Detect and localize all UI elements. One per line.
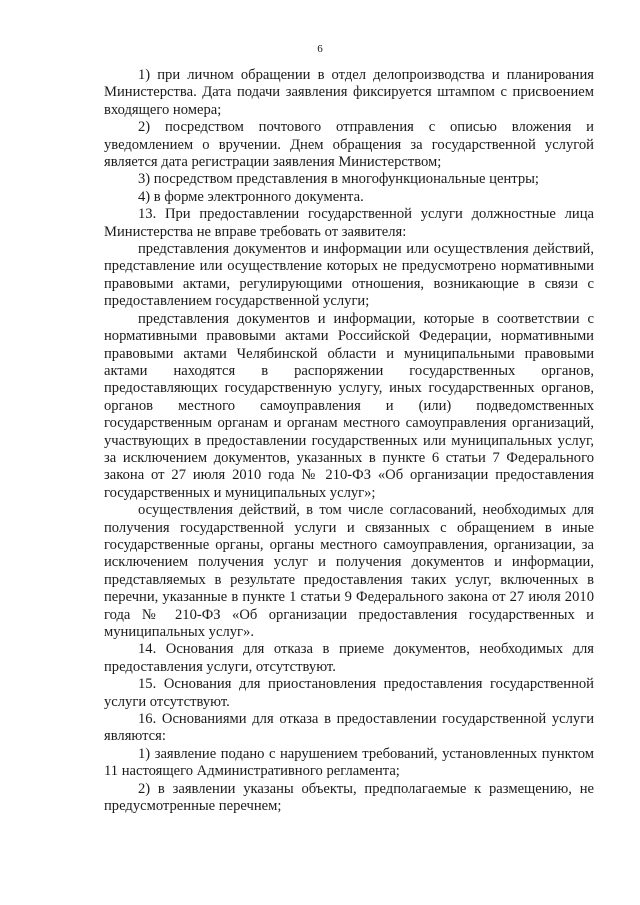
paragraph-item-1-personal-appeal: 1) при личном обращении в отдел делопроизводства и планирования Министерства. Дата подачи заявления фиксируется штампом с присвоением входящего номера; <box>104 67 594 118</box>
paragraph-not-required-approvals: осуществления действий, в том числе согласований, необходимых для получения государственной услуги и связанных с обращением в иные государственные органы, органы местного самоуправления, организации, за исключением получения услуг и получения документов и информации, представляемых в результате предоставления таких услуг, включенных в перечни, указанные в пункте 1 статьи 9 Федерального закона от 27 июля 2010 года № 210-ФЗ «Об организации предоставления государственных и муниципальных услуг». <box>104 502 594 640</box>
paragraph-item-3-mfc: 3) посредством представления в многофункциональные центры; <box>138 171 539 188</box>
paragraph-section-13: 13. При предоставлении государственной услуги должностные лица Министерства не вправе требовать от заявителя: <box>104 206 594 240</box>
paragraph-section-15: 15. Основания для приостановления предоставления государственной услуги отсутствуют. <box>104 676 594 710</box>
paragraph-refusal-item-1: 1) заявление подано с нарушением требований, установленных пунктом 11 настоящего Административного регламента; <box>104 745 594 780</box>
paragraph-section-16: 16. Основаниями для отказа в предоставлении государственной услуги являются: <box>104 711 594 745</box>
paragraph-item-4-electronic: 4) в форме электронного документа. <box>138 188 364 205</box>
paragraph-not-required-documents: представления документов и информации, которые в соответствии с нормативными правовыми актами Российской Федерации, нормативными правовыми актами Челябинской области и муниципальными правовыми актами находятся в распоряжении государственных органов, предоставляющих государственную услугу, иных государственных органов, органов местного самоуправления и (или) подведомственных государственным органам и органам местного самоуправления организаций, участвующих в предоставлении государственных или муниципальных услуг, за исключением документов, указанных в пункте 6 статьи 7 Федерального закона от 27 июля 2010 года № 210-ФЗ «Об организации предоставления государственных и муниципальных услуг»; <box>104 310 594 501</box>
paragraph-refusal-item-2: 2) в заявлении указаны объекты, предполагаемые к размещению, не предусмотренные перечнем; <box>104 780 594 815</box>
document-body <box>104 67 594 815</box>
paragraph-not-required-actions: представления документов и информации или осуществления действий, представление или осуществление которых не предусмотрено нормативными правовыми актами, регулирующими отношения, возникающие в связи с предоставлением государственной услуги; <box>104 241 594 310</box>
page-number: 6 <box>317 43 323 55</box>
paragraph-section-14: 14. Основания для отказа в приеме документов, необходимых для предоставления услуги, отсутствуют. <box>104 641 594 675</box>
paragraph-item-2-postal: 2) посредством почтового отправления с описью вложения и уведомлением о вручении. Днем обращения за государственной услугой является дата регистрации заявления Министерством; <box>104 119 594 171</box>
